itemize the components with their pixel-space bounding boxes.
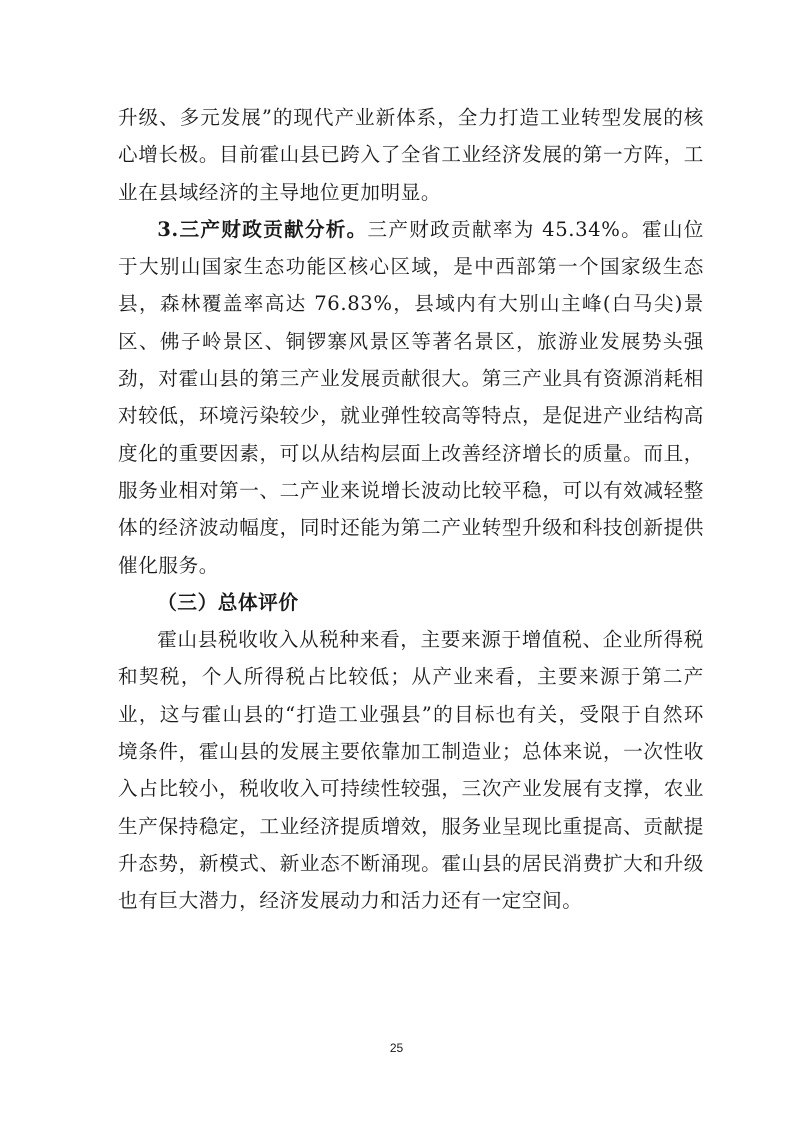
paragraph-tertiary-contribution: [118, 211, 704, 584]
paragraph-overall-evaluation: 霍山县税收收入从税种来看，主要来源于增值税、企业所得税和契税，个人所得税占比较低；从产业来看，主要来源于第二产业，这与霍山县的“打造工业强县”的目标也有关，受限于自然环境条件，霍山县的发展主要依靠加工制造业；总体来说，一次性收入占比较小，税收收入可持续性较强，三次产业发展有支撑，农业生产保持稳定，工业经济提质增效，服务业呈现比重提高、贡献提升态势，新模式、新业态不断涌现。霍山县的居民消费扩大和升级也有巨大潜力，经济发展动力和活力还有一定空间。: [118, 628, 704, 913]
tertiary-contribution-text: 三产财政贡献率为 45.34%。霍山位于大别山国家生态功能区核心区域，是中西部第一个国家级生态县，森林覆盖率高达 76.83%，县域内有大别山主峰(白马尖)景区、佛子岭景区、铜锣寨风景区等著名景区，旅游业发展势头强劲，对霍山县的第三产业发展贡献很大。第三产业具有资源消耗相对较低，环境污染较少，就业弹性较高等特点，是促进产业结构高度化的重要因素，可以从结构层面上改善经济增长的质量。而且，服务业相对第一、二产业来说增长波动比较平稳，可以有效减轻整体的经济波动幅度，同时还能为第二产业转型升级和科技创新提供催化服务。: [118, 217, 704, 577]
page-number: 25: [389, 1041, 404, 1055]
tertiary-contribution-heading: 3.三产财政贡献分析。: [157, 217, 368, 241]
paragraph-continuation: 升级、多元发展”的现代产业新体系，全力打造工业转型发展的核心增长极。目前霍山县已跨入了全省工业经济发展的第一方阵，工业在县域经济的主导地位更加明显。: [118, 106, 704, 204]
section-heading-overall-evaluation: （三）总体评价: [157, 590, 299, 614]
body-text: [118, 99, 704, 920]
